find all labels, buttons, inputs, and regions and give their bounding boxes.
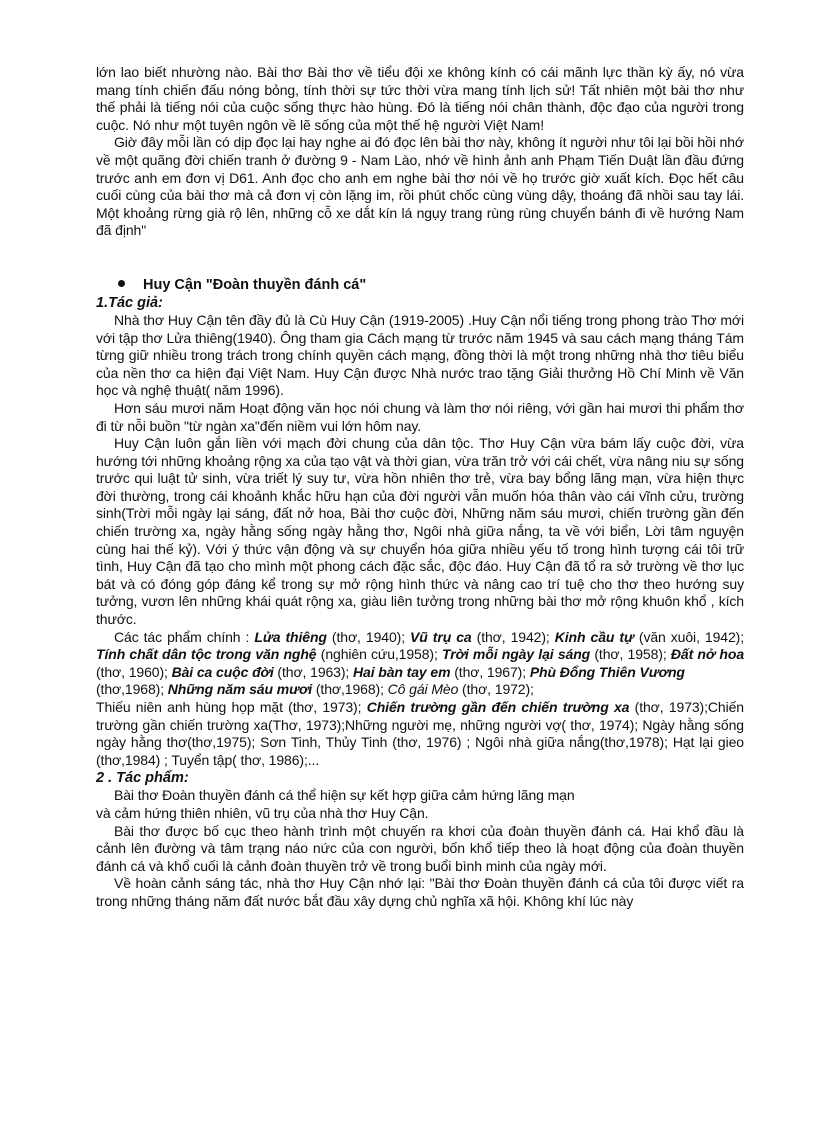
work-note: (văn xuôi, 1942); bbox=[633, 628, 745, 645]
work-paragraph: Về hoàn cảnh sáng tác, nhà thơ Huy Cận nhớ lại: "Bài thơ Đoàn thuyền đánh cá của tôi được viết ra trong những tháng năm đất nước bắt đầu xây dựng chủ nghĩa xã hội. Không khí lúc này bbox=[96, 875, 744, 909]
subheading-work: 2 . Tác phẩm: bbox=[96, 770, 189, 787]
work-title: Đất nở hoa bbox=[670, 646, 745, 663]
works-intro: Các tác phẩm chính : bbox=[114, 628, 255, 645]
paragraph-memory: Giờ đây mỗi lần có dịp đọc lại hay nghe ai đó đọc lên bài thơ này, không ít người như tôi lại bồi hồi nhớ về một quãng đời chiến tranh ở đường 9 - Nam Lào, nhớ về hình ảnh anh Phạm Tiến Duật lần đầu đứng trước anh em đơn vị D61. Anh đọc cho anh em nghe bài thơ nói về họ trước giờ xuất kích. Đọc hết câu cuối cùng của bài thơ mà cả đơn vị còn lặng im, rồi phút chốc cùng vùng dậy, thoáng đã nhồi sau tay lái. Một khoảng rừng già rộ lên, những cỗ xe dắt kín lá ngụy trang rùng rùng chuyển bánh đi về hướng Nam đã định" bbox=[96, 134, 744, 239]
works-list-line2 bbox=[96, 681, 744, 699]
document-page bbox=[96, 64, 744, 911]
work-title: Trời mỗi ngày lại sáng bbox=[442, 646, 591, 663]
work-title: Hai bàn tay em bbox=[353, 663, 451, 680]
work-title: Chiến trường gần đến chiến trường xa bbox=[366, 699, 630, 715]
work-note: (thơ, 1958); bbox=[590, 646, 671, 663]
work-title: Bài ca cuộc đời bbox=[171, 663, 274, 680]
author-paragraph: Huy Cận luôn gắn liền với mạch đời chung của dân tộc. Thơ Huy Cận vừa bám lấy cuộc đời, vừa hướng tới những khoảng rộng xa của tạo vật và thời gian, vừa trăn trở với cái chết, vừa nâng niu sự sống trước qui luật tử sinh, vừa triết lý suy tư, vừa hồn nhiên thơ trẻ, vừa bay bổng lãng mạn, vừa hiện thực đời thường, trong cái khoảnh khắc hữu hạn của đời người vẫn muốn hóa thân vào cái vĩnh cửu, trường sinh(Trời mỗi ngày lại sáng, đất nở hoa, Bài thơ cuộc đời, Những năm sáu mươi, chiến trường gần đến chiến trường xa, ngày hằng sống ngày hằng thơ, Ngôi nhà giữa nắng, ta về với biển, Lời tâm nguyện cùng hai thế kỷ). Với ý thức vận động và sự chuyển hóa giữa nhiều yếu tố trong hình tượng cái tôi trữ tình, Huy Cận đã tạo cho mình một phong cách đặc sắc, độc đáo. Huy Cận đã tổ ra sở trường về thơ lục bát và có đóng góp đáng kể trong sự mở rộng hình thức và nâng cao trí tuệ cho thơ theo hướng suy tưởng, vươn lên những khái quát rộng xa, giàu liên tưởng trong những bài thơ mở rộng khuôn khổ , kích thước. bbox=[96, 435, 744, 628]
work-title: Kinh cầu tự bbox=[554, 628, 634, 645]
work-note: (thơ,1968); bbox=[312, 681, 388, 698]
section-heading-text: Huy Cận "Đoàn thuyền đánh cá" bbox=[143, 276, 367, 293]
work-paragraph: và cảm hứng thiên nhiên, vũ trụ của nhà thơ Huy Cận. bbox=[96, 804, 429, 821]
work-note: (thơ, 1963); bbox=[273, 663, 354, 680]
work-title: Tính chất dân tộc trong văn nghệ bbox=[96, 646, 317, 663]
work-note: Thiếu niên anh hùng họp mặt (thơ, 1973); bbox=[96, 699, 367, 715]
section-heading bbox=[118, 276, 744, 294]
work-note: (thơ, 1973);Chiến trường gần chiến trường xa(Thơ, 1973);Những người mẹ, những người vợ( thơ, 1974); Ngày hằng sống ngày hằng thơ(thơ,1975); Sơn Tinh, Thủy Tinh (thơ, 1976) ; Ngôi nhà giữa nắng(thơ,1978); Hạt lại gieo (thơ,1984) ; Tuyển tập( thơ, 1986);... bbox=[96, 699, 744, 768]
work-note: (thơ, 1940); bbox=[326, 628, 411, 645]
work-title: Cô gái Mèo bbox=[387, 681, 459, 698]
work-note: (thơ, 1960); bbox=[96, 663, 172, 680]
work-note: (thơ, 1967); bbox=[450, 663, 530, 680]
subheading-author: 1.Tác giả: bbox=[96, 294, 163, 311]
work-note: (nghiên cứu,1958); bbox=[316, 646, 443, 663]
works-list bbox=[96, 629, 744, 682]
work-title: Những năm sáu mươi bbox=[167, 681, 313, 698]
author-paragraph: Nhà thơ Huy Cận tên đầy đủ là Cù Huy Cận (1919-2005) .Huy Cận nổi tiếng trong phong trào Thơ mới với tập thơ Lửa thiêng(1940). Ông tham gia Cách mạng từ trước năm 1945 và sau cách mạng tháng Tám từng giữ nhiều trong trách trong chính quyền cách mạng, đồng thời là một trong những nhà thơ tiêu biểu của nền thơ ca hiện đại Việt Nam. Huy Cận được Nhà nước trao tặng Giải thưởng Hồ Chí Minh về Văn học và nghệ thuật( năm 1996). bbox=[96, 311, 744, 399]
work-note: (thơ,1968); bbox=[96, 681, 168, 698]
paragraph-intro: lớn lao biết nhường nào. Bài thơ Bài thơ về tiểu đội xe không kính có cái mãnh lực thần kỳ ấy, nó vừa mang tính chiến đấu nóng bỏng, tính thời sự tức thời vừa mang tính lịch sử! Tất nhiên một bài thơ như thế phải là tiếng nói của cuộc sống thực hào hùng. Đó là tiếng nói chân thành, độc đạo của người trong cuộc. Nó như một tuyên ngôn về lẽ sống của một thế hệ người Việt Nam! bbox=[96, 64, 744, 133]
work-note: (thơ, 1972); bbox=[458, 681, 534, 698]
work-title: Lửa thiêng bbox=[254, 628, 327, 645]
spacer bbox=[96, 240, 744, 276]
work-note: (thơ, 1942); bbox=[471, 628, 555, 645]
work-title: Phù Đổng Thiên Vương bbox=[529, 663, 685, 680]
work-paragraph: Bài thơ Đoàn thuyền đánh cá thể hiện sự kết hợp giữa cảm hứng lãng mạn bbox=[114, 787, 575, 804]
work-paragraph: Bài thơ được bố cục theo hành trình một chuyến ra khơi của đoàn thuyền đánh cá. Hai khổ đầu là cảnh lên đường và tâm trạng náo nức của con người, bốn khổ tiếp theo là hoạt động của đoàn thuyền đánh cá và khổ cuối là cảnh đoàn thuyền trở về trong buổi bình minh của ngày mới. bbox=[96, 822, 744, 874]
author-paragraph: Hơn sáu mươi năm Hoạt động văn học nói chung và làm thơ nói riêng, với gần hai mươi thi phẩm thơ đi từ nỗi buồn "từ ngàn xa"đến niềm vui lớn hôm nay. bbox=[96, 399, 744, 434]
work-title: Vũ trụ ca bbox=[410, 628, 472, 645]
bullet-icon bbox=[118, 280, 125, 287]
works-list-line3 bbox=[96, 699, 744, 769]
